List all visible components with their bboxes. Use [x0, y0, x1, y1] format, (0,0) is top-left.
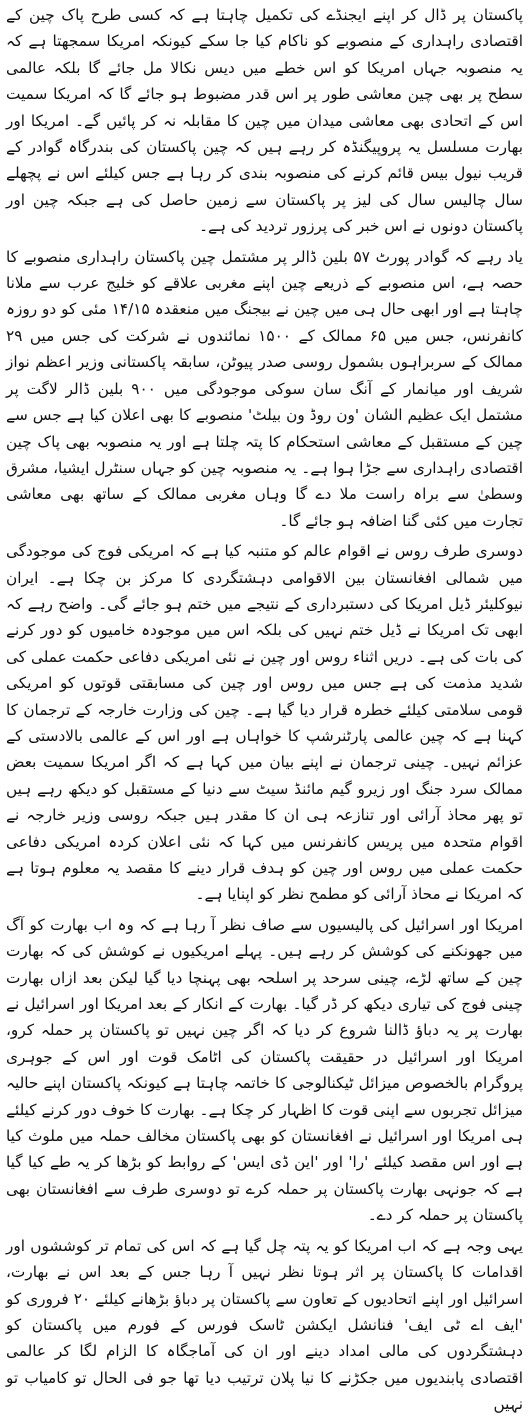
article-paragraph-4: امریکا اور اسرائیل کی پالیسیوں سے صاف نظر آ رہا ہے کہ وہ اب بھارت کو آگ میں جھونکنے کی کوشش کر رہے ہیں۔ پہلے امریکیوں نے کوشش کی کہ بھارت چین کے ساتھ لڑے، چینی سرحد پر اسلحہ بھی پہنچا دیا گیا لیکن بعد ازاں بھارت چینی فوج کی تیاری دیکھ کر ڈر گیا۔ بھارت کے انکار کے بعد امریکا اور اسرائیل نے بھارت پر یہ دباؤ ڈالنا شروع کر دیا کہ اگر چین نہیں تو پاکستان پر حملہ کرو، امریکا اور اسرائیل در حقیقت پاکستان کی اٹامک قوت اور اس کے جوہری پروگرام بالخصوص میزائل ٹیکنالوجی کا خاتمہ چاہتا ہے کیونکہ پاکستان اپنے حالیہ میزائل تجربوں سے اپنی قوت کا اظہار کر چکا ہے۔ بھارت کا خوف دور کرنے کیلئے ہی امریکا اور اسرائیل نے افغانستان کو بھی پاکستان مخالف حملہ میں ملوث کیا ہے اور اس مقصد کیلئے 'را' اور 'این ڈی ایس' کے روابط کو بڑھا کر یہ طے کیا گیا ہے کہ جونہی بھارت پاکستان پر حملہ کرے تو دوسری طرف سے افغانستان بھی پاکستان پر حملہ کر دے۔ [6, 915, 523, 1225]
article-paragraph-1: پاکستان پر ڈال کر اپنے ایجنڈے کی تکمیل چاہتا ہے کہ کسی طرح پاک چین کے اقتصادی راہداری کے منصوبے کو ناکام کیا جا سکے کیونکہ امریکا سمجھتا ہے کہ یہ منصوبہ جہاں امریکا کو اس خطے میں دیس نکالا مل جائے گا بلکہ عالمی سطح پر بھی چین معاشی طور پر اس قدر مضبوط ہو جائے گا کہ امریکا سمیت اس کے اتحادی بھی معاشی میدان میں چین کا مقابلہ نہ کر پائیں گے۔ امریکا اور بھارت مسلسل یہ پروپیگنڈہ کر رہے ہیں کہ چین پاکستان کی بندرگاہ گوادر کے قریب نیول بیس قائم کرنے کی منصوبہ بندی کر رہا ہے جس کیلئے اس نے پچھلے سال چالیس سال کی لیز پر پاکستان سے زمین حاصل کی ہے جبکہ چین اور پاکستان دونوں نے اس خبر کی پرزور تردید کی ہے۔ [6, 6, 523, 236]
article-paragraph-5: یہی وجہ ہے کہ اب امریکا کو یہ پتہ چل گیا ہے کہ اس کی تمام تر کوششوں اور اقدامات کا پاکستان پر اثر ہوتا نظر نہیں آ رہا جس کے بعد اس نے بھارت، اسرائیل اور اپنے اتحادیوں کے تعاون سے پاکستان پر دباؤ بڑھانے کیلئے ۲۰ فروری کو 'ایف اے ٹی ایف' فنانشل ایکشن ٹاسک فورس کے فورم میں پاکستان کو دہشتگردوں کی مالی امداد دینے اور ان کی آماجگاہ کا الزام لگا کر عالمی اقتصادی پابندیوں میں جکڑنے کا نیا پلان ترتیب دیا تھا جو فی الحال تو کامیاب تو نہیں [6, 1236, 523, 1414]
article-paragraph-2: یاد رہے کہ گوادر پورٹ ۵۷ بلین ڈالر پر مشتمل چین پاکستان راہداری منصوبے کا حصہ ہے، اس منصوبے کے ذریعے چین اپنے مغربی علاقے کو خلیج عرب سے ملانا چاہتا ہے اور ابھی حال ہی میں چین نے بیجنگ میں منعقدہ ۱۴/۱۵ مئی کو دو روزہ کانفرنس، جس میں ۶۵ ممالک کے ۱۵۰۰ نمائندوں نے شرکت کی جس میں ۲۹ ممالک کے سربراہوں بشمول روسی صدر پیوٹن، سابقہ پاکستانی وزیر اعظم نواز شریف اور میانمار کے آنگ سان سوکی موجودگی میں ۹۰۰ بلین ڈالر لاگت پر مشتمل ایک عظیم الشان 'ون روڈ ون بیلٹ' منصوبے کا بھی اعلان کیا ہے جس سے چین کے مستقبل کے معاشی استحکام کا پتہ چلتا ہے اور یہ منصوبہ بھی پاک چین اقتصادی راہداری سے جڑا ہوا ہے۔ یہ منصوبہ چین کو جہاں سنٹرل ایشیا، مشرق وسطیٰ سے براہ راست ملا دے گا وہاں مغربی ممالک کے ساتھ بھی معاشی تجارت میں کئی گنا اضافہ ہو جائے گا۔ [6, 247, 524, 530]
article-paragraph-3: دوسری طرف روس نے اقوام عالم کو متنبہ کیا ہے کہ امریکی فوج کی موجودگی میں شمالی افغانستان بین الاقوامی دہشتگردی کا مرکز بن چکا ہے۔ ایران نیوکلیئر ڈیل امریکا کی دستبرداری کے نتیجے میں ختم ہو جائے گی۔ واضح رہے کہ ابھی تک امریکا نے ڈیل ختم نہیں کی بلکہ اس میں موجودہ خامیوں کو دور کرنے کی بات کی ہے۔ دریں اثناء روس اور چین نے نئی امریکی دفاعی حکمت عملی کی شدید مذمت کی ہے جس میں روس اور چین کی مسابقتی قوتوں کو امریکی قومی سلامتی کیلئے خطرہ قرار دیا گیا ہے۔ چین کی وزارت خارجہ کے ترجمان کا کہنا ہے کہ چین عالمی پارٹنرشپ کا خواہاں ہے اور اس کے عالمی بالادستی کے عزائم نہیں۔ چینی ترجمان نے اپنے بیان میں کہا ہے کہ اگر امریکا سمیت بعض ممالک سرد جنگ اور زیرو گیم مائنڈ سیٹ سے دنیا کے مستقبل کو دیکھ رہے ہیں تو پھر محاذ آرائی اور تنازعہ ہی ان کا مقدر ہیں جبکہ روسی وزیر خارجہ نے اقوام متحدہ میں پریس کانفرنس میں کہا کہ نئی اعلان کردہ امریکی دفاعی حکمت عملی میں روس اور چین کو ہدف قرار دینے کا مقصد یہ معلوم ہوتا ہے کہ امریکا نے محاذ آرائی کو مطمح نظر کو اپنایا ہے۔ [6, 542, 523, 904]
